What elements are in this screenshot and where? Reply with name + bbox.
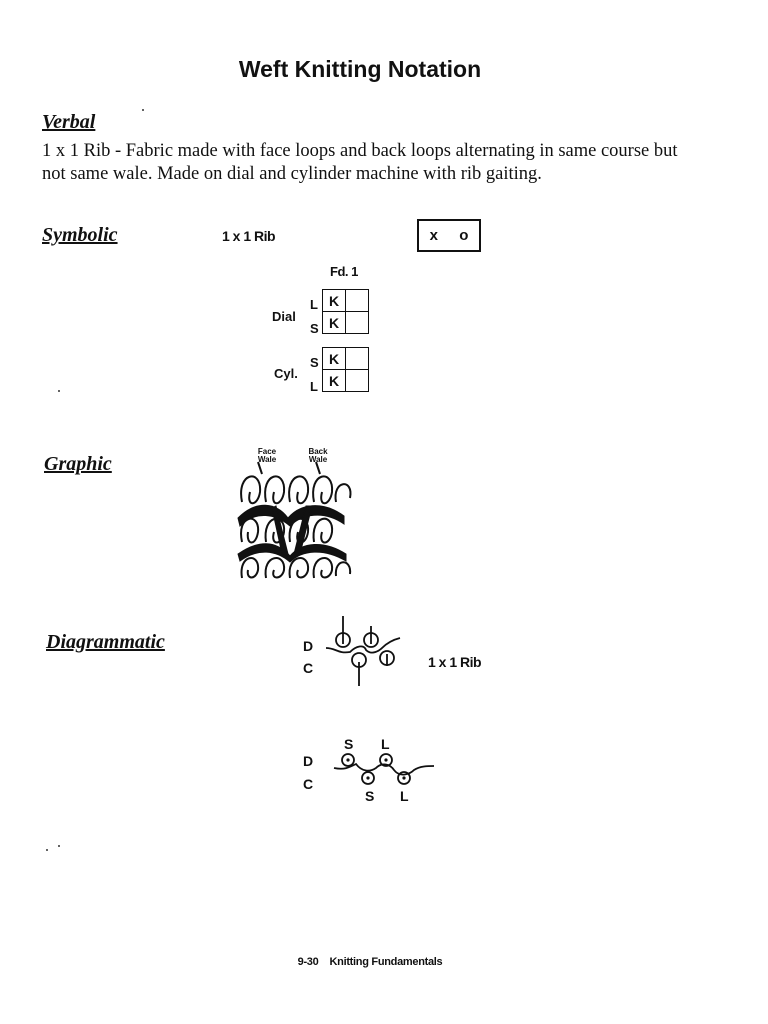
cyl-row bbox=[323, 348, 369, 370]
dial-cell-knit: K bbox=[323, 290, 346, 312]
cylinder-letter-1: C bbox=[303, 660, 313, 676]
graphic-heading: Graphic bbox=[44, 453, 112, 475]
dial-row bbox=[323, 290, 369, 312]
page-number: 9-30 bbox=[297, 956, 319, 968]
verbal-description: 1 x 1 Rib - Fabric made with face loops and back loops alternating in same course but not same wale. Made on dial and cylinder machine with rib gaiting. bbox=[42, 141, 678, 184]
dial-cell-knit: K bbox=[323, 312, 346, 334]
symbol-o: o bbox=[459, 227, 469, 244]
rib-needle-diagram bbox=[326, 614, 402, 688]
book-title: Knitting Fundamentals bbox=[329, 956, 443, 968]
symbolic-rib-label: 1 x 1 Rib bbox=[222, 228, 276, 244]
stitch-label-top-l: L bbox=[381, 736, 390, 752]
back-wale-label: Back Wale bbox=[308, 447, 328, 464]
symbolic-heading: Symbolic bbox=[42, 224, 118, 246]
rib-loop-illustration bbox=[236, 462, 354, 582]
scan-speck bbox=[58, 845, 60, 847]
diagram-rib-label: 1 x 1 Rib bbox=[428, 654, 482, 670]
dial-side-1: L bbox=[310, 297, 318, 312]
dial-side-2: S bbox=[310, 321, 319, 336]
cyl-side-1: S bbox=[310, 355, 319, 370]
stitch-label-bottom-l: L bbox=[400, 788, 409, 804]
feed-label: Fd. 1 bbox=[330, 264, 358, 279]
scan-speck bbox=[142, 109, 144, 111]
dial-label: Dial bbox=[272, 309, 296, 324]
dial-cell-empty bbox=[346, 290, 369, 312]
scan-speck bbox=[58, 390, 60, 392]
face-wale-label: Face Wale bbox=[257, 447, 277, 464]
dial-letter-1: D bbox=[303, 638, 313, 654]
page-footer bbox=[0, 956, 740, 968]
cyl-side-2: L bbox=[310, 379, 318, 394]
cyl-row bbox=[323, 370, 369, 392]
cylinder-letter-2: C bbox=[303, 776, 313, 792]
cyl-cell-knit: K bbox=[323, 348, 346, 370]
cyl-label: Cyl. bbox=[274, 366, 298, 381]
cyl-cell-knit: K bbox=[323, 370, 346, 392]
cyl-needle-grid bbox=[322, 347, 369, 392]
cyl-cell-empty bbox=[346, 370, 369, 392]
diagrammatic-heading: Diagrammatic bbox=[46, 631, 165, 653]
scan-speck bbox=[46, 849, 48, 851]
dial-letter-2: D bbox=[303, 753, 313, 769]
dial-row bbox=[323, 312, 369, 334]
symbol-box bbox=[417, 219, 481, 252]
stitch-label-bottom-s: S bbox=[365, 788, 374, 804]
cyl-side-labels bbox=[310, 351, 319, 399]
cyl-cell-empty bbox=[346, 348, 369, 370]
dial-side-labels bbox=[310, 293, 319, 341]
dial-cell-empty bbox=[346, 312, 369, 334]
verbal-heading: Verbal bbox=[42, 111, 96, 133]
stitch-label-top-s: S bbox=[344, 736, 353, 752]
symbol-x: x bbox=[429, 227, 438, 244]
dial-needle-grid bbox=[322, 289, 369, 334]
page-title: Weft Knitting Notation bbox=[238, 56, 482, 82]
loop-length-diagram bbox=[334, 748, 436, 788]
